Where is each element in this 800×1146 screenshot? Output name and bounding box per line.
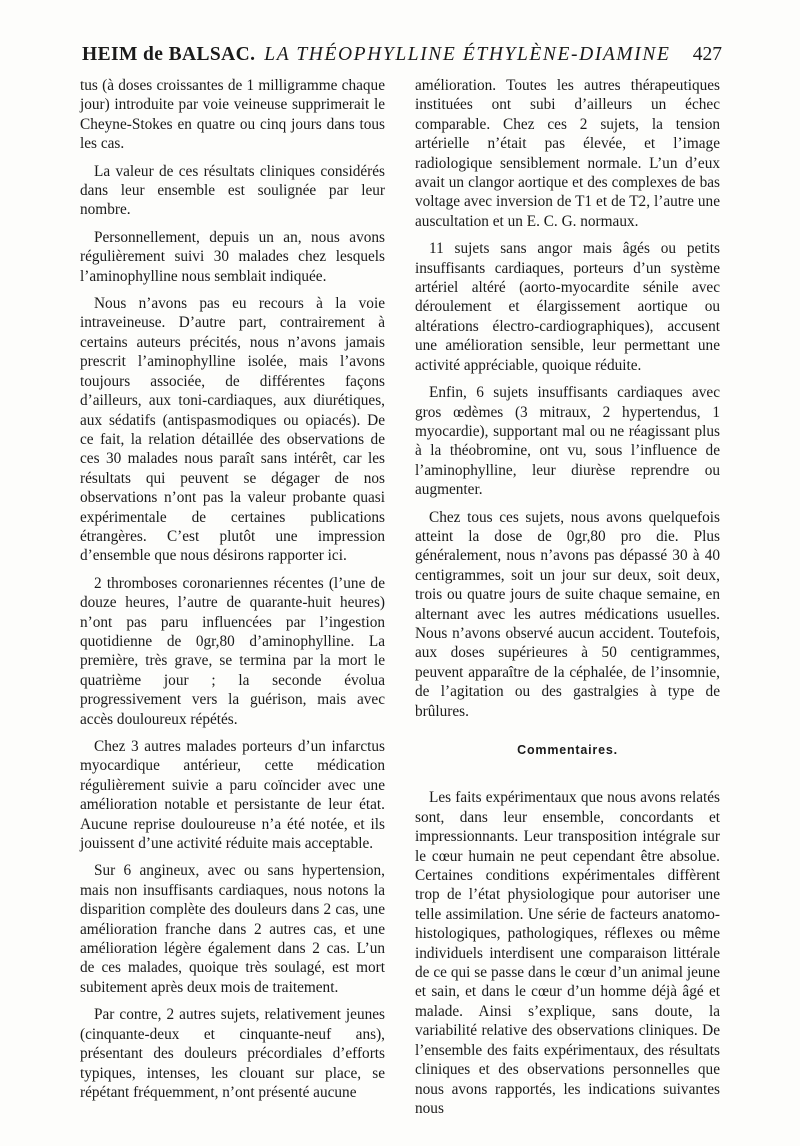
page-number: 427 [692,44,722,65]
paragraph: 2 thromboses coronariennes récentes (l’une de douze heures, l’autre de quarante-huit heures) n’ont pas paru influencées par l’ingestion quotidienne de 0gr,80 d’aminophylline. La première, très grave, se termina par la mort le quatrième jour ; la seconde évolua progressivement vers la guérison, mais avec accès douloureux répétés. [80,574,385,728]
paragraph: Chez tous ces sujets, nous avons quelquefois atteint la dose de 0gr,80 pro die. Plus généralement, nous n’avons pas dépassé 30 à 40 centigrammes, soit un jour sur deux, soit deux, trois ou quatre jours de suite chaque semaine, en alternant avec les autres médications usuelles. Nous n’avons observé aucun accident. Toutefois, aux doses supérieures à 50 centigrammes, peuvent apparaître de la céphalée, de l’insomnie, de l’agitation ou des gastralgies à type de brûlures. [415,508,720,720]
right-column [415,76,720,1126]
paragraph: Les faits expérimentaux que nous avons relatés sont, dans leur ensemble, concordants et impressionnants. Leur transposition intégrale sur le cœur humain ne peut cependant être absolue. Certaines conditions expérimentales diffèrent trop de l’état physiologique pour autoriser une telle assimilation. Une série de facteurs anatomo-histologiques, pathologiques, réflexes ou même individuels interdisent une comparaison littérale de ce qui se passe dans le cœur d’un animal jeune et sain, et dans le cœur d’un homme déjà âgé et malade. Ainsi s’explique, sans doute, la variabilité relative des observations cliniques. De l’ensemble des faits expérimentaux, des résultats cliniques et des observations personnelles que nous avons rapportés, les indications suivantes nous [415,789,720,1117]
header-title: LA THÉOPHYLLINE ÉTHYLÈNE-DIAMINE [264,44,671,65]
paragraph: La valeur de ces résultats cliniques considérés dans leur ensemble est soulignée par leur nombre. [80,162,385,219]
paragraph: Nous n’avons pas eu recours à la voie intraveineuse. D’autre part, contrairement à certains auteurs précités, nous n’avons jamais prescrit l’aminophylline isolée, mais l’avons toujours associée, de différentes façons d’ailleurs, aux toni-cardiaques, aux diurétiques, aux sédatifs (antispasmodiques ou opiacés). De ce fait, la relation détaillée des observations de ces 30 malades nous paraît sans intérêt, car les résultats qui peuvent se dégager de nos observations n’ont pas la valeur probante quasi expérimentale de certaines publications étrangères. C’est plutôt une impression d’ensemble que nous désirons rapporter ici. [80,295,385,565]
paragraph: tus (à doses croissantes de 1 milligramme chaque jour) introduite par voie veineuse supprimerait le Cheyne-Stokes en quatre ou cinq jours dans tous les cas. [80,77,385,153]
left-column [80,76,385,1110]
paragraph: Chez 3 autres malades porteurs d’un infarctus myocardique antérieur, cette médication régulièrement suivie a paru coïncider avec une amélioration notable et persistante de leur état. Aucune reprise douloureuse n’a été notée, et ils jouissent d’une activité réduite mais acceptable. [80,738,385,853]
paragraph: Personnellement, depuis un an, nous avons régulièrement suivi 30 malades chez lesquels l’aminophylline nous semblait indiquée. [80,228,385,285]
paragraph: Enfin, 6 sujets insuffisants cardiaques avec gros œdèmes (3 mitraux, 2 hypertendus, 1 myocardie), supportant mal ou ne réagissant plus à la théobromine, ont vu, sous l’influence de l’aminophylline, leur diurèse reprendre ou augmenter. [415,384,720,499]
header-author: HEIM de BALSAC. [82,44,256,65]
section-heading-commentaires: Commentaires. [517,743,618,757]
paragraph: amélioration. Toutes les autres thérapeutiques instituées ont subi d’ailleurs un échec comparable. Chez ces 2 sujets, la tension artérielle n’était pas élevée, et l’image radiologique sensiblement normale. L’un d’eux avait un clangor aortique et des complexes de bas voltage avec inversion de T1 et de T2, l’autre une auscultation et un E. C. G. normaux. [415,77,720,230]
running-header [82,38,722,72]
paragraph: Par contre, 2 autres sujets, relativement jeunes (cinquante-deux et cinquante-neuf ans), présentant des douleurs précordiales d’efforts typiques, intenses, les clouant sur place, se répétant fréquemment, n’ont présenté aucune [80,1006,385,1101]
paragraph: 11 sujets sans angor mais âgés ou petits insuffisants cardiaques, porteurs d’un système artériel altéré (aorto-myocardite sénile avec déroulement et élargissement aortique ou altérations électro-cardiographiques), accusent une amélioration sensible, leur permettant une activité appréciable, quoique réduite. [415,240,720,374]
paragraph: Sur 6 angineux, avec ou sans hypertension, mais non insuffisants cardiaques, nous notons la disparition complète des douleurs dans 2 cas, une amélioration franche dans 2 autres cas, et une amélioration légère également dans 2 cas. L’un de ces malades, quoique très soulagé, est mort subitement après deux mois de traitement. [80,862,385,996]
